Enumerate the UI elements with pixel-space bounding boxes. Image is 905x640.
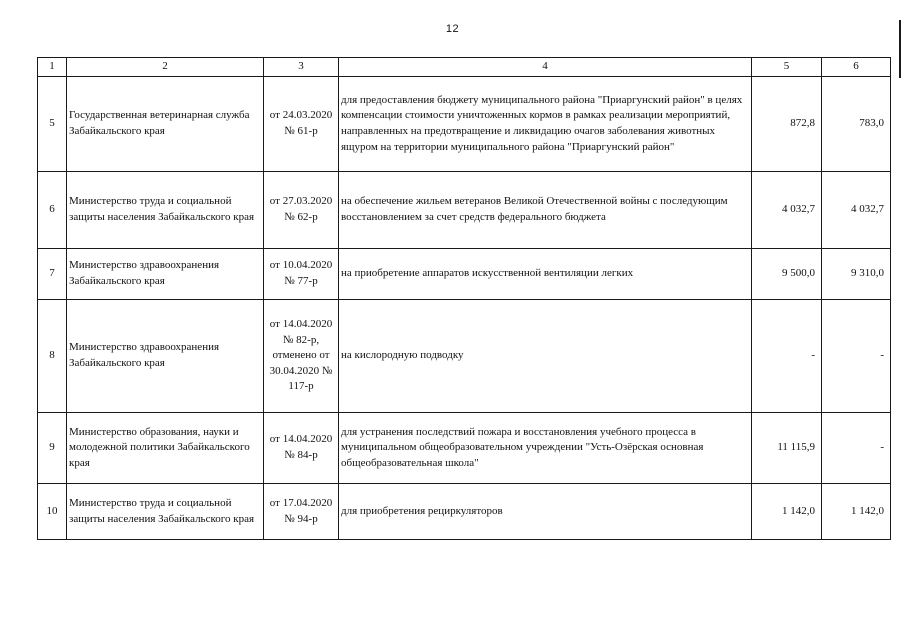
allocated-amount: 11 115,9 (752, 413, 822, 484)
column-header: 2 (67, 58, 264, 77)
agency-cell: Министерство труда и социальной защиты населения Забайкальского края (67, 172, 264, 249)
act-cell: от 14.04.2020 № 84-р (264, 413, 339, 484)
agency-cell: Министерство здравоохранения Забайкальского края (67, 249, 264, 300)
agency-cell: Министерство здравоохранения Забайкальского края (67, 300, 264, 413)
column-header: 4 (339, 58, 752, 77)
row-number: 6 (38, 172, 67, 249)
column-header: 3 (264, 58, 339, 77)
allocated-amount: 872,8 (752, 77, 822, 172)
agency-cell: Министерство труда и социальной защиты населения Забайкальского края (67, 484, 264, 540)
allocated-amount: 4 032,7 (752, 172, 822, 249)
spent-amount: 783,0 (822, 77, 891, 172)
spent-amount: 4 032,7 (822, 172, 891, 249)
column-header: 5 (752, 58, 822, 77)
purpose-cell: для предоставления бюджету муниципального района "Приаргунский район" в целях компенсации стоимости уничтоженных кормов в рамках реализации мероприятий, направленных на предотвращение и ликвидацию очагов заболевания животных ящуром на территории муниципального района "Приаргунский район" (339, 77, 752, 172)
allocated-amount: - (752, 300, 822, 413)
allocated-amount: 9 500,0 (752, 249, 822, 300)
act-cell: от 17.04.2020 № 94-р (264, 484, 339, 540)
purpose-cell: на обеспечение жильем ветеранов Великой Отечественной войны с последующим восстановлением за счет средств федерального бюджета (339, 172, 752, 249)
row-number: 9 (38, 413, 67, 484)
table-row (38, 249, 891, 300)
purpose-cell: для устранения последствий пожара и восстановления учебного процесса в муниципальном общеобразовательном учреждении "Усть-Озёрская основная общеобразовательная школа" (339, 413, 752, 484)
spent-amount: 1 142,0 (822, 484, 891, 540)
purpose-cell: для приобретения рециркуляторов (339, 484, 752, 540)
page-number: 12 (445, 23, 460, 35)
spent-amount: - (822, 413, 891, 484)
column-header: 1 (38, 58, 67, 77)
purpose-cell: на кислородную подводку (339, 300, 752, 413)
agency-cell: Министерство образования, науки и молодежной политики Забайкальского края (67, 413, 264, 484)
act-cell: от 27.03.2020 № 62-р (264, 172, 339, 249)
agency-cell: Государственная ветеринарная служба Забайкальского края (67, 77, 264, 172)
table-row (38, 77, 891, 172)
row-number: 5 (38, 77, 67, 172)
allocation-table (37, 57, 891, 540)
row-number: 10 (38, 484, 67, 540)
row-number: 7 (38, 249, 67, 300)
scan-edge-mark (899, 20, 901, 78)
spent-amount: 9 310,0 (822, 249, 891, 300)
table-row (38, 413, 891, 484)
table-header-row (38, 58, 891, 77)
row-number: 8 (38, 300, 67, 413)
purpose-cell: на приобретение аппаратов искусственной вентиляции легких (339, 249, 752, 300)
table-row (38, 484, 891, 540)
table-row (38, 300, 891, 413)
act-cell: от 10.04.2020 № 77-р (264, 249, 339, 300)
table-row (38, 172, 891, 249)
column-header: 6 (822, 58, 891, 77)
spent-amount: - (822, 300, 891, 413)
act-cell: от 24.03.2020 № 61-р (264, 77, 339, 172)
allocated-amount: 1 142,0 (752, 484, 822, 540)
act-cell: от 14.04.2020 № 82-р, отменено от 30.04.2020 № 117-р (264, 300, 339, 413)
